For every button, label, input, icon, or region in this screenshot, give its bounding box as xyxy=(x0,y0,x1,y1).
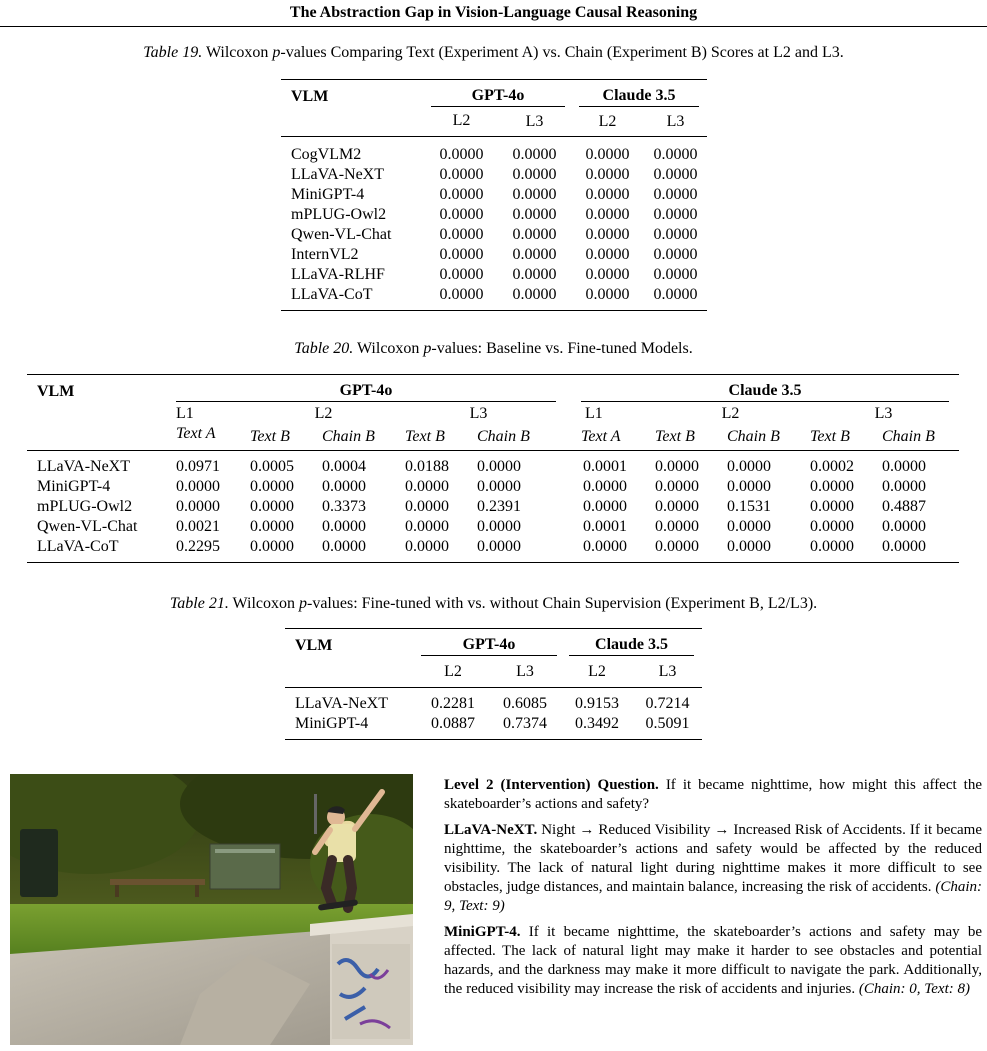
p-value-cell: 0.0000 xyxy=(250,538,294,555)
table-row xyxy=(27,537,959,563)
table-row xyxy=(281,225,707,245)
sub-header: Text B xyxy=(250,428,290,445)
model-name-cell: LLaVA-RLHF xyxy=(291,266,385,283)
table19-caption-text: -values Comparing Text (Experiment A) vs. Chain (Experiment B) Scores at L2 and L3. xyxy=(280,44,844,61)
p-value-cell: 0.0000 xyxy=(585,286,630,303)
model-name-cell: LLaVA-CoT xyxy=(291,286,373,303)
group-claude: Claude 3.5 xyxy=(579,86,699,107)
p-value-cell: 0.0000 xyxy=(727,478,771,495)
col-vlm: VLM xyxy=(291,87,329,105)
p-value-cell: 0.0000 xyxy=(477,518,521,535)
p-value-cell: 0.0000 xyxy=(322,518,366,535)
p-value-cell: 0.0000 xyxy=(512,146,557,163)
p-value-cell: 0.0000 xyxy=(583,538,627,555)
p-value-cell: 0.0000 xyxy=(250,478,294,495)
p-value-cell: 0.3373 xyxy=(322,498,366,515)
model-name-cell: LLaVA-CoT xyxy=(37,538,119,555)
answer-llava-next xyxy=(444,821,982,916)
column-gap xyxy=(556,517,581,537)
p-value-cell: 0.0000 xyxy=(653,266,698,283)
p-value-cell: 0.0005 xyxy=(250,458,294,475)
p-value-cell: 0.0000 xyxy=(477,478,521,495)
table20-caption-text: -values: Baseline vs. Fine-tuned Models. xyxy=(431,340,693,357)
p-value-cell: 0.0000 xyxy=(653,146,698,163)
answer-text: If it became nighttime, the skateboarder’s actions and safety may be affected. The lack of natural light may make it harder to see obstacles and potential hazards, and the darkness may make it more difficult to navigate the park. Additionally, the reduced visibility may increase the risk of accidents and injuries. xyxy=(444,924,982,997)
p-value-cell: 0.0000 xyxy=(727,538,771,555)
table-row xyxy=(27,451,959,478)
p-value-cell: 0.0000 xyxy=(810,538,854,555)
table21-caption-text: -values: Fine-tuned with vs. without Chain Supervision (Experiment B, L2/L3). xyxy=(307,595,818,612)
p-value-cell: 0.0000 xyxy=(512,266,557,283)
table-row xyxy=(27,477,959,497)
answer-heading: MiniGPT-4. xyxy=(444,924,521,940)
p-value-cell: 0.0000 xyxy=(322,478,366,495)
group-gpt4o: GPT-4o xyxy=(421,635,557,656)
table21-caption xyxy=(0,595,987,613)
sub-header: L3 xyxy=(525,112,544,130)
table20-caption-text: Wilcoxon xyxy=(356,340,424,357)
table-row xyxy=(27,497,959,517)
skatepark-image xyxy=(10,774,413,1045)
p-value-cell: 0.0000 xyxy=(653,206,698,223)
p-symbol: p xyxy=(272,44,281,61)
p-value-cell: 0.0021 xyxy=(176,518,220,535)
p-value-cell: 0.0000 xyxy=(653,186,698,203)
column-gap xyxy=(556,497,581,517)
model-name-cell: LLaVA-NeXT xyxy=(291,166,385,183)
p-value-cell: 0.0000 xyxy=(405,518,449,535)
sub-header: L2 xyxy=(598,112,617,130)
table19-caption xyxy=(0,44,987,62)
sub-header: Text A xyxy=(581,428,621,445)
p-value-cell: 0.0000 xyxy=(655,518,699,535)
p-value-cell: 0.0971 xyxy=(176,458,220,475)
question xyxy=(444,776,982,814)
p-value-cell: 0.0000 xyxy=(810,478,854,495)
model-name-cell: MiniGPT-4 xyxy=(291,186,365,203)
group-gpt4o: GPT-4o xyxy=(176,381,556,402)
p-value-cell: 0.0188 xyxy=(405,458,449,475)
p-value-cell: 0.0000 xyxy=(250,518,294,535)
sub-header: L2 xyxy=(588,662,606,680)
table-row xyxy=(281,205,707,225)
table21-caption-text: Wilcoxon xyxy=(232,595,299,612)
sub-header: Chain B xyxy=(882,428,935,445)
p-value-cell: 0.0000 xyxy=(405,538,449,555)
p-value-cell: 0.0000 xyxy=(655,498,699,515)
p-value-cell: 0.0000 xyxy=(882,458,926,475)
model-name-cell: mPLUG-Owl2 xyxy=(291,206,387,223)
skateboarder-photo xyxy=(10,774,413,1045)
level-l1: L1 xyxy=(176,405,194,422)
col-vlm: VLM xyxy=(295,636,333,654)
p-value-cell: 0.0000 xyxy=(882,538,926,555)
p-value-cell: 0.4887 xyxy=(882,498,926,515)
sub-header: L2 xyxy=(444,663,462,680)
model-name-cell: MiniGPT-4 xyxy=(295,715,369,732)
table-row xyxy=(281,245,707,265)
p-value-cell: 0.7214 xyxy=(645,695,690,712)
table-row xyxy=(285,714,702,740)
p-value-cell: 0.0000 xyxy=(653,246,698,263)
p-value-cell: 0.0000 xyxy=(727,518,771,535)
p-value-cell: 0.0000 xyxy=(176,498,220,515)
table-row xyxy=(281,137,707,166)
p-value-cell: 0.0000 xyxy=(727,458,771,475)
answer-score: (Chain: 0, Text: 8) xyxy=(858,981,970,997)
p-value-cell: 0.0000 xyxy=(583,498,627,515)
p-value-cell: 0.1531 xyxy=(727,498,771,515)
p-value-cell: 0.0000 xyxy=(512,226,557,243)
p-value-cell: 0.0001 xyxy=(583,458,627,475)
table-row xyxy=(285,688,702,715)
table20-caption xyxy=(0,340,987,358)
table-row xyxy=(27,517,959,537)
table19 xyxy=(281,79,707,311)
p-value-cell: 0.0002 xyxy=(810,458,854,475)
p-value-cell: 0.0000 xyxy=(882,518,926,535)
p-value-cell: 0.0000 xyxy=(405,498,449,515)
table-row xyxy=(281,165,707,185)
p-value-cell: 0.0000 xyxy=(585,186,630,203)
p-value-cell: 0.5091 xyxy=(645,715,690,732)
sub-header: Text B xyxy=(405,428,445,445)
table-row xyxy=(281,185,707,205)
p-value-cell: 0.0004 xyxy=(322,458,366,475)
level-l3: L3 xyxy=(469,405,488,422)
p-value-cell: 0.0000 xyxy=(176,478,220,495)
question-heading: Level 2 (Intervention) Question. xyxy=(444,777,659,793)
p-value-cell: 0.2295 xyxy=(176,538,220,555)
sub-header: Chain B xyxy=(477,428,530,445)
group-gpt4o: GPT-4o xyxy=(431,86,565,107)
sub-header: Chain B xyxy=(727,428,780,445)
p-value-cell: 0.0000 xyxy=(322,538,366,555)
answer-minigpt4 xyxy=(444,923,982,999)
p-value-cell: 0.6085 xyxy=(503,695,547,712)
sub-header: L3 xyxy=(516,662,534,680)
p-value-cell: 0.0000 xyxy=(653,166,698,183)
p-value-cell: 0.0000 xyxy=(585,206,630,223)
p-value-cell: 0.0000 xyxy=(439,266,484,283)
p-value-cell: 0.0000 xyxy=(405,478,449,495)
col-vlm: VLM xyxy=(37,382,75,400)
p-value-cell: 0.0000 xyxy=(653,226,698,243)
p-symbol: p xyxy=(299,595,307,612)
level-l2: L2 xyxy=(314,405,333,422)
p-value-cell: 0.0000 xyxy=(477,458,521,475)
p-symbol: p xyxy=(423,340,432,357)
p-value-cell: 0.0000 xyxy=(439,246,484,263)
p-value-cell: 0.0000 xyxy=(439,206,484,223)
p-value-cell: 0.0001 xyxy=(583,518,627,535)
sub-header: Text A xyxy=(176,425,216,442)
sub-header: L3 xyxy=(666,112,685,130)
p-value-cell: 0.0887 xyxy=(431,715,475,732)
level-l2: L2 xyxy=(721,405,740,422)
group-claude: Claude 3.5 xyxy=(569,635,694,656)
table21 xyxy=(285,628,702,740)
p-value-cell: 0.0000 xyxy=(439,226,484,243)
sub-header: Chain B xyxy=(322,428,375,445)
running-header: The Abstraction Gap in Vision-Language Causal Reasoning xyxy=(0,0,987,27)
p-value-cell: 0.0000 xyxy=(810,518,854,535)
group-claude: Claude 3.5 xyxy=(581,381,949,402)
trash-bin xyxy=(20,829,58,897)
model-name-cell: LLaVA-NeXT xyxy=(295,695,389,712)
sub-header: L2 xyxy=(452,112,471,129)
column-gap xyxy=(556,537,581,563)
p-value-cell: 0.0000 xyxy=(477,538,521,555)
p-value-cell: 0.9153 xyxy=(575,695,619,712)
p-value-cell: 0.0000 xyxy=(250,498,294,515)
level-l3: L3 xyxy=(874,405,893,422)
table20 xyxy=(27,374,959,563)
p-value-cell: 0.2391 xyxy=(477,498,521,515)
table19-label: Table 19. xyxy=(143,44,203,61)
table-row xyxy=(281,265,707,285)
p-value-cell: 0.0000 xyxy=(512,206,557,223)
answer-text: Night → Reduced Visibility → Increased Risk of Accidents. If it became nighttime, the skateboarder’s actions and safety would be affected by the reduced visibility. The lack of natural light during nighttime makes it more difficult to see obstacles, judge distances, and maintain balance, increasing the risk of accidents. xyxy=(444,822,982,895)
model-name-cell: InternVL2 xyxy=(291,246,359,263)
p-value-cell: 0.0000 xyxy=(585,166,630,183)
sub-header: L3 xyxy=(658,662,677,680)
p-value-cell: 0.0000 xyxy=(439,286,484,303)
p-value-cell: 0.0000 xyxy=(585,146,630,163)
answer-heading: LLaVA-NeXT. xyxy=(444,822,538,838)
model-name-cell: CogVLM2 xyxy=(291,146,362,163)
p-value-cell: 0.0000 xyxy=(512,246,557,263)
p-value-cell: 0.0000 xyxy=(512,166,557,183)
p-value-cell: 0.0000 xyxy=(882,478,926,495)
p-value-cell: 0.2281 xyxy=(431,695,475,712)
qa-example xyxy=(444,776,982,1006)
p-value-cell: 0.0000 xyxy=(655,478,699,495)
p-value-cell: 0.0000 xyxy=(512,286,557,303)
sub-header: Text B xyxy=(655,428,695,445)
p-value-cell: 0.0000 xyxy=(655,538,699,555)
p-value-cell: 0.3492 xyxy=(575,715,619,732)
level-l1: L1 xyxy=(585,405,603,422)
p-value-cell: 0.0000 xyxy=(585,246,630,263)
column-gap xyxy=(556,477,581,497)
p-value-cell: 0.0000 xyxy=(585,266,630,283)
model-name-cell: Qwen-VL-Chat xyxy=(37,518,138,535)
model-name-cell: Qwen-VL-Chat xyxy=(291,226,392,243)
p-value-cell: 0.0000 xyxy=(655,458,699,475)
p-value-cell: 0.0000 xyxy=(585,226,630,243)
p-value-cell: 0.0000 xyxy=(810,498,854,515)
question-text: If it became nighttime, how might this affect the skateboarder’s actions and safety? xyxy=(444,777,983,812)
column-gap xyxy=(556,451,581,478)
table21-label: Table 21. xyxy=(169,595,229,612)
model-name-cell: MiniGPT-4 xyxy=(37,478,111,495)
table-row xyxy=(281,285,707,311)
model-name-cell: mPLUG-Owl2 xyxy=(37,498,133,515)
p-value-cell: 0.0000 xyxy=(583,478,627,495)
table20-label: Table 20. xyxy=(294,340,354,357)
p-value-cell: 0.0000 xyxy=(439,166,484,183)
table19-caption-text: Wilcoxon xyxy=(205,44,273,61)
p-value-cell: 0.0000 xyxy=(512,186,557,203)
sub-header: Text B xyxy=(810,428,850,445)
p-value-cell: 0.0000 xyxy=(439,186,484,203)
model-name-cell: LLaVA-NeXT xyxy=(37,458,131,475)
p-value-cell: 0.0000 xyxy=(439,146,484,163)
p-value-cell: 0.0000 xyxy=(653,286,698,303)
answer-score: (Chain: 9, Text: 9) xyxy=(444,879,982,914)
p-value-cell: 0.7374 xyxy=(503,715,547,732)
